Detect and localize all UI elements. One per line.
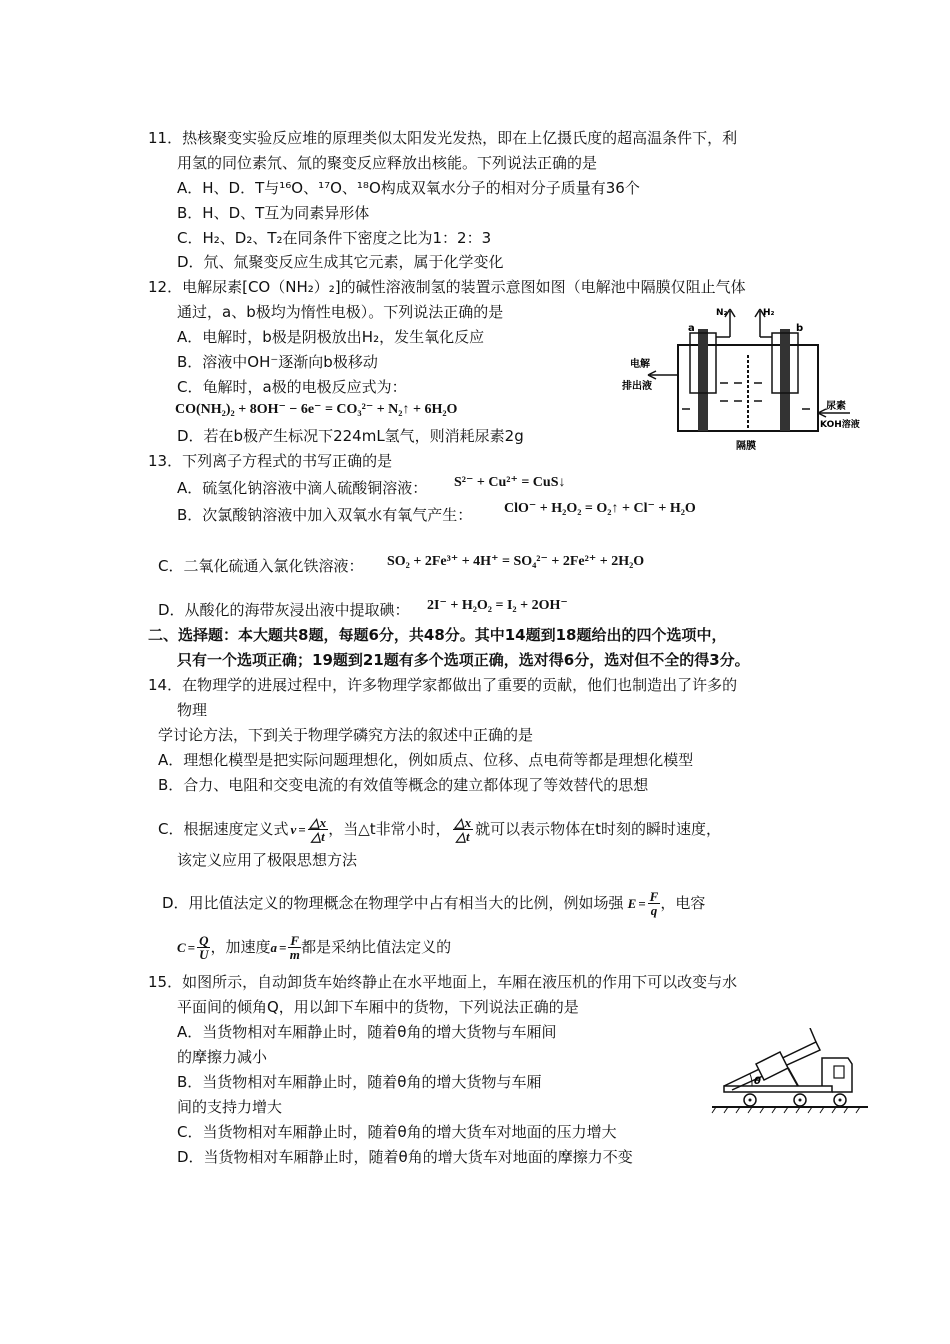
q14-option-c-text1: C．根据速度定义式 [158, 820, 289, 838]
q12-option-a: A．电解时，b极是阴极放出H₂，发生氧化反应 [177, 328, 485, 346]
q15-stem-line2: 平面间的倾角Q，用以卸下车厢中的货物，下列说法正确的是 [177, 998, 579, 1016]
q13-option-b: B．次氯酸钠溶液中加入双氧水有氧气产生： [177, 506, 473, 524]
q13-equation-b: ClO⁻ + H₂O₂ = O₂↑ + Cl⁻ + H₂O [504, 501, 696, 516]
q15-option-a-line1: A．当货物相对车厢静止时，随着θ角的增大货物与车厢间 [177, 1023, 557, 1041]
q14-option-d-text1: D．用比值法定义的物理概念在物理学中占有相当大的比例，例如场强 [162, 894, 624, 912]
q15-option-a-line2: 的摩擦力减小 [177, 1048, 268, 1066]
acceleration-formula: a = $\frac{F}{m}$ [270, 933, 300, 962]
field-strength-formula: E = $\frac{F}{q}$ [627, 889, 659, 918]
q14-option-d-line2 [177, 934, 451, 961]
q14-stem-line2: 物理 [177, 701, 208, 719]
q11-option-c: C．H₂、D₂、T₂在同条件下密度之比为1：2：3 [177, 229, 492, 247]
q12-option-c: C．龟解时，a极的电极反应式为： [177, 378, 407, 396]
ratio-formula: $\frac{\triangle x}{\triangle t}$ [454, 815, 472, 844]
q12-electrode-equation: CO(NH₂)₂ + 8OH⁻ − 6e⁻ = CO₃²⁻ + N₂↑ + 6H₂O [175, 402, 458, 417]
section2-instructions-line1: 二、选择题：本大题共8题，每题6分，共48分。其中14题到18题给出的四个选项中， [148, 626, 727, 644]
label-outflow-1: 电解 [630, 359, 650, 370]
q14-stem-line3: 学讨论方法，下到关于物理学磷究方法的叙述中正确的是 [158, 726, 534, 744]
q14-option-d-text2: ，电容 [660, 894, 706, 912]
q13-equation-a: S²⁻ + Cu²⁺ = CuS↓ [454, 475, 566, 490]
q14-option-c-text2: ，当△t非常小时， [328, 820, 451, 838]
dump-truck-diagram [710, 1028, 870, 1118]
q14-option-c [158, 816, 721, 843]
q13-option-c: C．二氧化硫通入氯化铁溶液： [158, 557, 364, 575]
q15-option-d: D．当货物相对车厢静止时，随着θ角的增大货车对地面的摩擦力不变 [177, 1148, 633, 1166]
q11-stem-line1: 11．热核聚变实验反应堆的原理类似太阳发光发热，即在上亿摄氏度的超高温条件下，利 [148, 129, 738, 147]
hydraulic-piston [788, 1068, 798, 1086]
label-a: a [688, 323, 695, 334]
truck-cab [822, 1058, 852, 1092]
formula-v: v [290, 822, 297, 837]
capacitance-formula: C = $\frac{Q}{U}$ [177, 933, 209, 962]
q15-stem-line1: 15．如图所示，自动卸货车始终静止在水平地面上，车厢在液压机的作用下可以改变与水 [148, 973, 738, 991]
q11-option-d: D．氘、氚聚变反应生成其它元素，属于化学变化 [177, 253, 504, 271]
section2-instructions-line2: 只有一个选项正确；19题到21题有多个选项正确，选对得6分，选对但不全的得3分。 [177, 651, 750, 669]
q12-option-d: D．若在b极产生标况下224mL氢气，则消耗尿素2g [177, 427, 524, 445]
q15-option-b-line1: B．当货物相对车厢静止时，随着θ角的增大货物与车厢 [177, 1073, 542, 1091]
label-n2: N₂ [716, 308, 728, 318]
electrolysis-diagram [620, 305, 880, 455]
q11-option-a: A．H、D．T与¹⁶O、¹⁷O、¹⁸O构成双氧水分子的相对分子质量有36个 [177, 179, 640, 197]
q13-equation-d: 2I⁻ + H₂O₂ = I₂ + 2OH⁻ [427, 598, 568, 613]
label-outflow-2: 排出液 [622, 381, 652, 392]
q15-option-b-line2: 间的支持力增大 [177, 1098, 283, 1116]
q14-option-a: A．理想化模型是把实际问题理想化，例如质点、位移、点电荷等都是理想化模型 [158, 751, 694, 769]
q11-stem-line2: 用氢的同位素氘、氚的聚变反应释放出核能。下列说法正确的是 [177, 154, 598, 172]
q14-option-c-line2: 该定义应用了极限思想方法 [177, 851, 358, 869]
velocity-definition-formula: v = $\frac{\triangle x}{\triangle t}$ [290, 815, 327, 844]
q12-stem-line1: 12．电解尿素[CO（NH₂）₂]的碱性溶液制氢的装置示意图如图（电解池中隔膜仅阻止气体 [148, 278, 746, 296]
q14-option-d-text3: ，加速度 [210, 938, 271, 956]
q13-equation-c: SO₂ + 2Fe³⁺ + 4H⁺ = SO₄²⁻ + 2Fe²⁺ + 2H₂O [387, 554, 645, 569]
q13-stem: 13．下列离子方程式的书写正确的是 [148, 452, 393, 470]
label-inflow-2: KOH溶液 [820, 420, 860, 430]
q11-option-b: B．H、D、T互为同素异形体 [177, 204, 370, 222]
label-membrane: 隔膜 [736, 441, 756, 452]
q12-option-b: B．溶液中OH⁻逐渐向b极移动 [177, 353, 378, 371]
electrode-a [698, 329, 708, 431]
q14-stem-line1: 14．在物理学的进展过程中，许多物理学家都做出了重要的贡献，他们也制造出了许多的 [148, 676, 738, 694]
q14-option-d [162, 890, 705, 917]
theta-label: θ [754, 1076, 761, 1087]
label-h2: H₂ [763, 308, 775, 318]
q13-option-d: D．从酸化的海带灰浸出液中提取碘： [158, 601, 410, 619]
q14-option-b: B．合力、电阻和交变电流的有效值等概念的建立都体现了等效替代的思想 [158, 776, 649, 794]
label-b: b [796, 323, 804, 334]
electrode-b [780, 329, 790, 431]
label-inflow-1: 尿素 [826, 401, 846, 412]
q15-option-c: C．当货物相对车厢静止时，随着θ角的增大货车对地面的压力增大 [177, 1123, 617, 1141]
q14-option-c-text3: 就可以表示物体在t时刻的瞬时速度， [475, 820, 721, 838]
q13-option-a: A．硫氢化钠溶液中滴人硫酸铜溶液： [177, 479, 428, 497]
q12-stem-line2: 通过，a、b极均为惰性电极）。下列说法正确的是 [177, 303, 504, 321]
q14-option-d-text4: 都是采纳比值法定义的 [301, 938, 452, 956]
